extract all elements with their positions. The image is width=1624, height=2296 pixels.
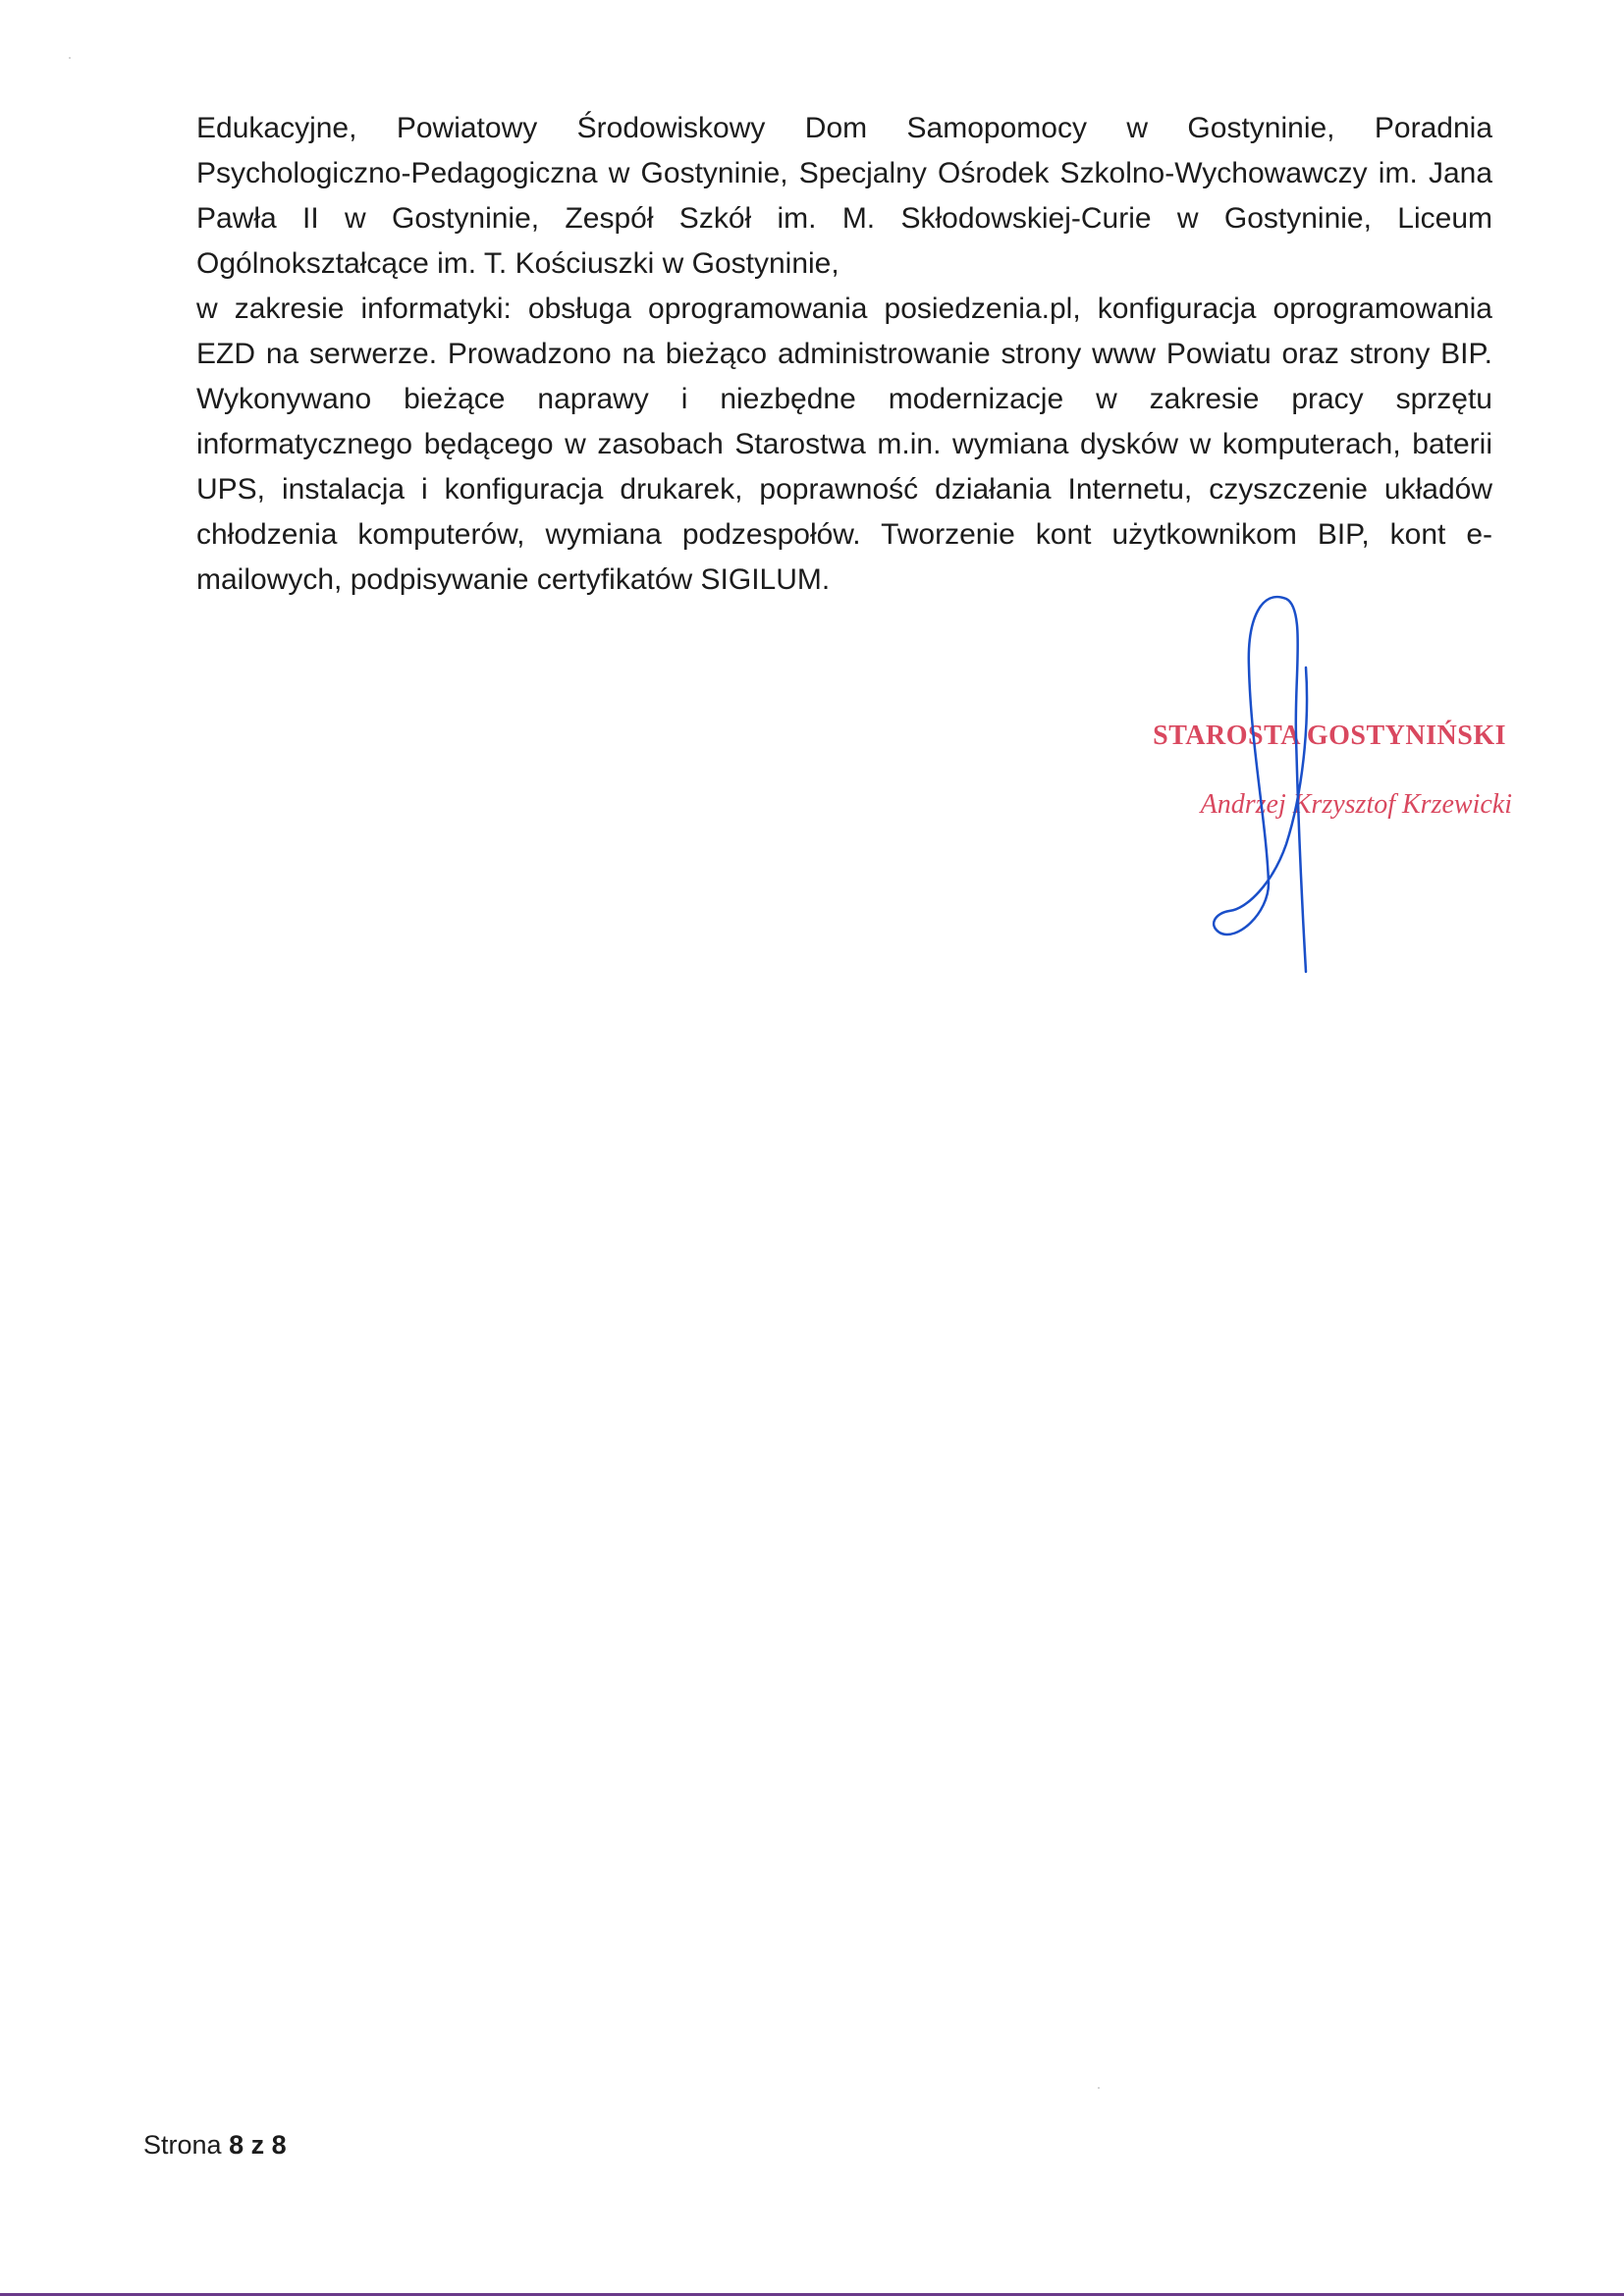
signature-icon bbox=[1208, 589, 1365, 982]
signature-stroke bbox=[1214, 597, 1307, 972]
paragraph-institutions: Edukacyjne, Powiatowy Środowiskowy Dom Samopomocy w Gostyninie, Poradnia Psychologiczno-Pedagogiczna w Gostyninie, Specjalny Ośrodek Szkolno-Wychowawczy im. Jana Pawła II w Gostyninie, Zespół Szkół im. M. Skłodowskiej-Curie w Gostyninie, Liceum Ogólnokształcące im. T. Kościuszki w Gostyninie, bbox=[196, 112, 1492, 280]
footer-separator: z bbox=[250, 2130, 265, 2160]
paragraph-it-services: w zakresie informatyki: obsługa oprogramowania posiedzenia.pl, konfiguracja oprogramowania EZD na serwerze. Prowadzono na bieżąco administrowanie strony www Powiatu oraz strony BIP. Wykonywano bieżące naprawy i niezbędne modernizacje w zakresie pracy sprzętu informatycznego będącego w zasobach Starostwa m.in. wymiana dysków w komputerach, baterii UPS, instalacja i konfiguracja drukarek, poprawność działania Internetu, czyszczenie układów chłodzenia komputerów, wymiana podzespołów. Tworzenie kont użytkownikom BIP, kont e-mailowych, podpisywanie certyfikatów SIGILUM. bbox=[196, 293, 1492, 596]
scan-speck bbox=[1098, 2087, 1100, 2089]
stamp-title: STAROSTA GOSTYNIŃSKI bbox=[1153, 721, 1506, 751]
body-text bbox=[196, 106, 1492, 603]
footer-label: Strona bbox=[143, 2130, 222, 2160]
footer-page-number: 8 bbox=[229, 2130, 244, 2160]
scan-speck bbox=[69, 57, 71, 59]
stamp-name: Andrzej Krzysztof Krzewicki bbox=[1200, 789, 1512, 820]
page-footer bbox=[143, 2130, 287, 2161]
footer-total-pages: 8 bbox=[271, 2130, 287, 2160]
